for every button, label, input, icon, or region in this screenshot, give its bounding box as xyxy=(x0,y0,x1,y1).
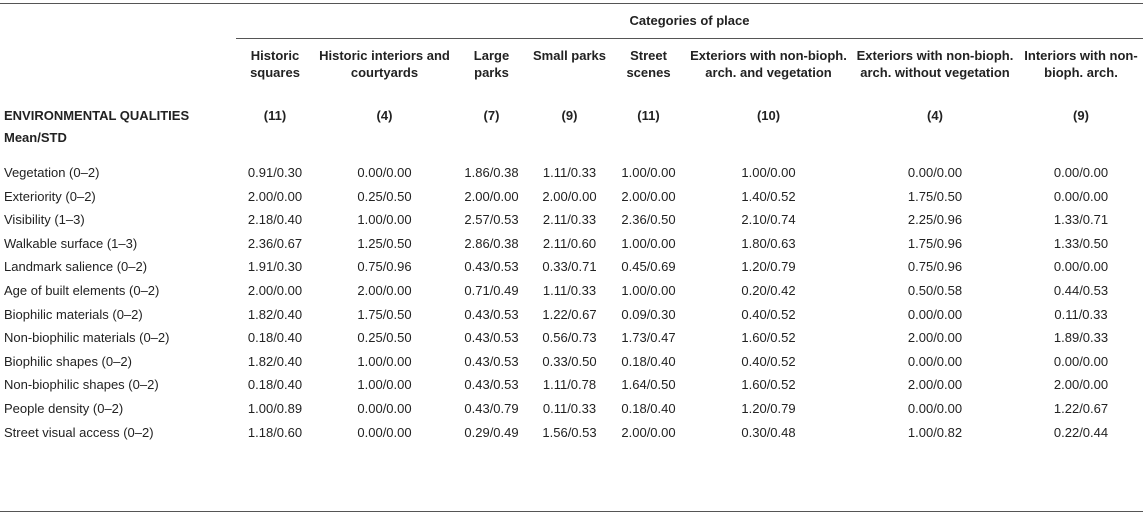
table-row xyxy=(0,421,1143,445)
table-cell: 1.89/0.33 xyxy=(1053,330,1109,346)
table-cell: 2.25/0.96 xyxy=(907,212,963,228)
table-cell: 0.00/0.00 xyxy=(1053,188,1109,204)
table-cell: 1.00/0.00 xyxy=(741,165,796,180)
table-cell: 1.18/0.60 xyxy=(247,424,303,440)
column-count: (7) xyxy=(483,108,500,123)
bottom-rule xyxy=(0,511,1143,512)
table-cell: 0.00/0.00 xyxy=(907,165,963,180)
table-cell: 1.75/0.50 xyxy=(357,306,412,322)
table-cell: 2.00/0.00 xyxy=(907,330,963,346)
table-cell: 2.00/0.00 xyxy=(1053,377,1109,393)
table-cell: 0.75/0.96 xyxy=(907,259,963,275)
table-cell: 2.00/0.00 xyxy=(357,282,412,298)
table-cell: 2.00/0.00 xyxy=(464,188,519,204)
table-cell: 1.11/0.78 xyxy=(542,377,597,393)
table-cell: 1.60/0.52 xyxy=(741,330,796,346)
table-cell: 0.44/0.53 xyxy=(1053,282,1109,298)
row-label: Visibility (1–3) xyxy=(4,212,85,228)
row-subheader: Mean/STD xyxy=(4,130,67,145)
table-cell: 2.00/0.00 xyxy=(621,188,676,204)
table-cell: 0.00/0.00 xyxy=(357,400,412,416)
table-cell: 0.43/0.53 xyxy=(464,330,519,346)
table-cell: 0.18/0.40 xyxy=(247,377,303,393)
table-cell: 0.09/0.30 xyxy=(621,306,676,322)
column-count: (9) xyxy=(1073,108,1089,123)
table-cell: 1.11/0.33 xyxy=(542,282,597,298)
table-cell: 1.33/0.50 xyxy=(1053,235,1109,251)
table-cell: 2.36/0.50 xyxy=(621,212,676,228)
table-cell: 0.00/0.00 xyxy=(357,424,412,440)
table-cell: 0.00/0.00 xyxy=(357,165,412,180)
table-cell: 1.00/0.00 xyxy=(621,165,676,180)
table-cell: 0.75/0.96 xyxy=(357,259,412,275)
row-label: Vegetation (0–2) xyxy=(4,165,100,180)
table-cell: 0.50/0.58 xyxy=(907,282,963,298)
column-header: Interiors with non-bioph. arch. xyxy=(1024,48,1138,80)
table-row xyxy=(0,326,1143,350)
column-header: Exteriors with non-bioph. arch. without vegetation xyxy=(856,48,1014,80)
row-label: Exteriority (0–2) xyxy=(4,188,96,204)
table-cell: 1.64/0.50 xyxy=(621,377,676,393)
table-cell: 2.00/0.00 xyxy=(542,188,597,204)
table-cell: 0.00/0.00 xyxy=(1053,353,1109,369)
column-header: Street scenes xyxy=(626,48,671,80)
row-label: Non-biophilic materials (0–2) xyxy=(4,330,170,346)
column-count: (9) xyxy=(561,108,578,123)
table-cell: 1.00/0.00 xyxy=(357,353,412,369)
table-cell: 0.45/0.69 xyxy=(621,259,676,275)
table-cell: 0.30/0.48 xyxy=(741,424,796,440)
row-label: Street visual access (0–2) xyxy=(4,424,154,440)
table-cell: 1.00/0.00 xyxy=(621,235,676,251)
table-cell: 0.00/0.00 xyxy=(907,400,963,416)
table-cell: 1.80/0.63 xyxy=(741,235,796,251)
table-cell: 1.22/0.67 xyxy=(542,306,597,322)
table-cell: 1.75/0.50 xyxy=(907,188,963,204)
table-cell: 2.00/0.00 xyxy=(247,188,303,204)
table-cell: 1.75/0.96 xyxy=(907,235,963,251)
table-cell: 1.60/0.52 xyxy=(741,377,796,393)
column-count: (4) xyxy=(927,108,943,123)
table-cell: 0.18/0.40 xyxy=(247,330,303,346)
table-cell: 0.40/0.52 xyxy=(741,306,796,322)
table-cell: 0.11/0.33 xyxy=(542,400,597,416)
table-row xyxy=(0,303,1143,327)
table-row xyxy=(0,232,1143,256)
table-cell: 1.00/0.00 xyxy=(621,282,676,298)
table-row xyxy=(0,185,1143,209)
row-label: Age of built elements (0–2) xyxy=(4,282,160,298)
table-cell: 0.18/0.40 xyxy=(621,353,676,369)
table-cell: 0.25/0.50 xyxy=(357,330,412,346)
table-cell: 1.86/0.38 xyxy=(464,165,519,180)
table-cell: 1.82/0.40 xyxy=(247,306,303,322)
table-cell: 1.25/0.50 xyxy=(357,235,412,251)
table-row xyxy=(0,373,1143,397)
row-label: Non-biophilic shapes (0–2) xyxy=(4,377,159,393)
table-cell: 0.18/0.40 xyxy=(621,400,676,416)
table-cell: 0.40/0.52 xyxy=(741,353,796,369)
table-cell: 0.00/0.00 xyxy=(907,353,963,369)
table-cell: 1.00/0.89 xyxy=(247,400,303,416)
table-cell: 0.43/0.53 xyxy=(464,259,519,275)
table-cell: 1.20/0.79 xyxy=(741,400,796,416)
table-cell: 0.20/0.42 xyxy=(741,282,796,298)
table-cell: 0.11/0.33 xyxy=(1054,306,1108,322)
column-header: Large parks xyxy=(473,48,510,80)
table-cell: 0.43/0.53 xyxy=(464,377,519,393)
table-body xyxy=(0,161,1143,444)
row-label: Landmark salience (0–2) xyxy=(4,259,148,275)
table-cell: 0.00/0.00 xyxy=(907,306,963,322)
column-count: (11) xyxy=(637,108,660,123)
table-cell: 1.73/0.47 xyxy=(621,330,676,346)
column-header: Historic interiors and courtyards xyxy=(319,48,450,80)
table-cell: 2.18/0.40 xyxy=(247,212,303,228)
table-cell: 1.00/0.00 xyxy=(357,377,412,393)
column-header: Historic squares xyxy=(250,48,300,80)
table-row xyxy=(0,279,1143,303)
table-row xyxy=(0,350,1143,374)
table-cell: 1.11/0.33 xyxy=(542,165,597,180)
table-row xyxy=(0,208,1143,232)
table-cell: 1.00/0.82 xyxy=(907,424,963,440)
table-cell: 2.10/0.74 xyxy=(741,212,796,228)
table-cell: 2.11/0.33 xyxy=(542,212,597,228)
table-cell: 0.33/0.50 xyxy=(542,353,597,369)
table-cell: 1.00/0.00 xyxy=(357,212,412,228)
table-cell: 1.91/0.30 xyxy=(247,259,303,275)
table-cell: 0.43/0.53 xyxy=(464,306,519,322)
table-row xyxy=(0,255,1143,279)
table-cell: 1.56/0.53 xyxy=(542,424,597,440)
column-count: (4) xyxy=(376,108,393,123)
table-cell: 1.33/0.71 xyxy=(1053,212,1109,228)
table-cell: 0.56/0.73 xyxy=(542,330,597,346)
table-cell: 0.43/0.79 xyxy=(464,400,519,416)
table-cell: 2.11/0.60 xyxy=(542,235,597,251)
table-cell: 1.22/0.67 xyxy=(1053,400,1109,416)
table-cell: 2.00/0.00 xyxy=(621,424,676,440)
table-row xyxy=(0,397,1143,421)
table-cell: 2.00/0.00 xyxy=(907,377,963,393)
table-cell: 1.40/0.52 xyxy=(741,188,796,204)
table-row xyxy=(0,161,1143,185)
table-cell: 0.91/0.30 xyxy=(247,165,303,180)
table-cell: 2.36/0.67 xyxy=(247,235,303,251)
table-cell: 2.57/0.53 xyxy=(464,212,519,228)
column-count: (11) xyxy=(263,108,287,123)
table-cell: 0.33/0.71 xyxy=(542,259,597,275)
row-header: ENVIRONMENTAL QUALITIES xyxy=(4,108,190,123)
table-cell: 0.43/0.53 xyxy=(464,353,519,369)
column-header: Small parks xyxy=(533,48,606,63)
table-cell: 0.00/0.00 xyxy=(1053,165,1109,180)
table-cell: 1.20/0.79 xyxy=(741,259,796,275)
table-cell: 2.00/0.00 xyxy=(247,282,303,298)
table-cell: 0.29/0.49 xyxy=(464,424,519,440)
column-header: Exteriors with non-bioph. arch. and vegetation xyxy=(690,48,847,80)
table-cell: 2.86/0.38 xyxy=(464,235,519,251)
row-label: Walkable surface (1–3) xyxy=(4,235,138,251)
table-cell: 0.71/0.49 xyxy=(464,282,519,298)
table-cell: 1.82/0.40 xyxy=(247,353,303,369)
column-count: (10) xyxy=(756,108,781,123)
table-cell: 0.00/0.00 xyxy=(1053,259,1109,275)
row-label: Biophilic materials (0–2) xyxy=(4,306,143,322)
table-cell: 0.22/0.44 xyxy=(1053,424,1109,440)
row-label: Biophilic shapes (0–2) xyxy=(4,353,132,369)
categories-title: Categories of place xyxy=(236,4,1143,39)
row-label: People density (0–2) xyxy=(4,400,124,416)
row-header-spacer xyxy=(0,39,236,108)
table-cell: 0.25/0.50 xyxy=(357,188,412,204)
